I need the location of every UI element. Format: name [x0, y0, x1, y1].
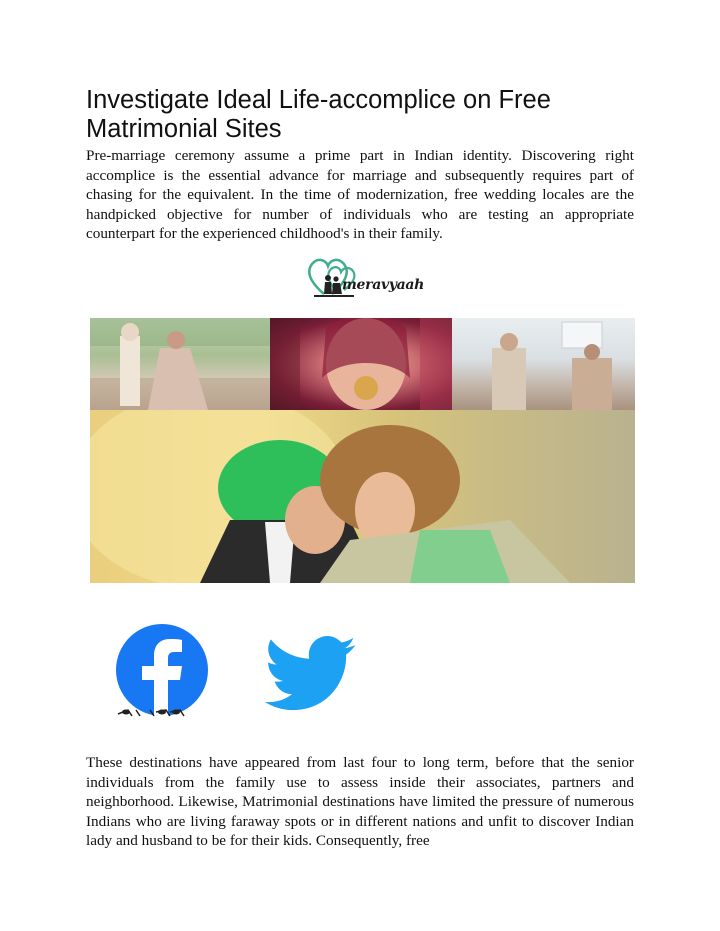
- wedding-photo-couple-closeup: [90, 410, 635, 583]
- wedding-photo-ceremony: [452, 318, 635, 410]
- logo-text: meravyaah: [342, 277, 425, 293]
- meravyaah-logo: [306, 254, 425, 304]
- intro-paragraph: Pre-marriage ceremony assume a prime part in Indian identity. Discovering right accomplice is the essential advance for marriage and subsequently requires part of chasing for the equivalent. In the time of modernization, free wedding locales are the handpicked objective for number of individuals who are testing an appropriate counterpart for the experienced childhood's in their family.: [86, 147, 634, 243]
- wedding-photo-bride-portrait: [270, 318, 452, 410]
- wedding-photo-couple-garden: [90, 318, 270, 410]
- page-title: Investigate Ideal Life-accomplice on Free Matrimonial Sites: [86, 86, 551, 143]
- facebook-icon[interactable]: [110, 624, 214, 720]
- body-paragraph: These destinations have appeared from last four to long term, before that the senior individuals from the family use to assess inside their associates, partners and neighborhood. Likewise, Matrimonial destinations have limited the pressure of numerous Indians who are living faraway spots or in different nations and unfit to discover Indian lady and husband to be for their kids. Consequently, free: [86, 754, 634, 850]
- twitter-icon[interactable]: [264, 636, 356, 712]
